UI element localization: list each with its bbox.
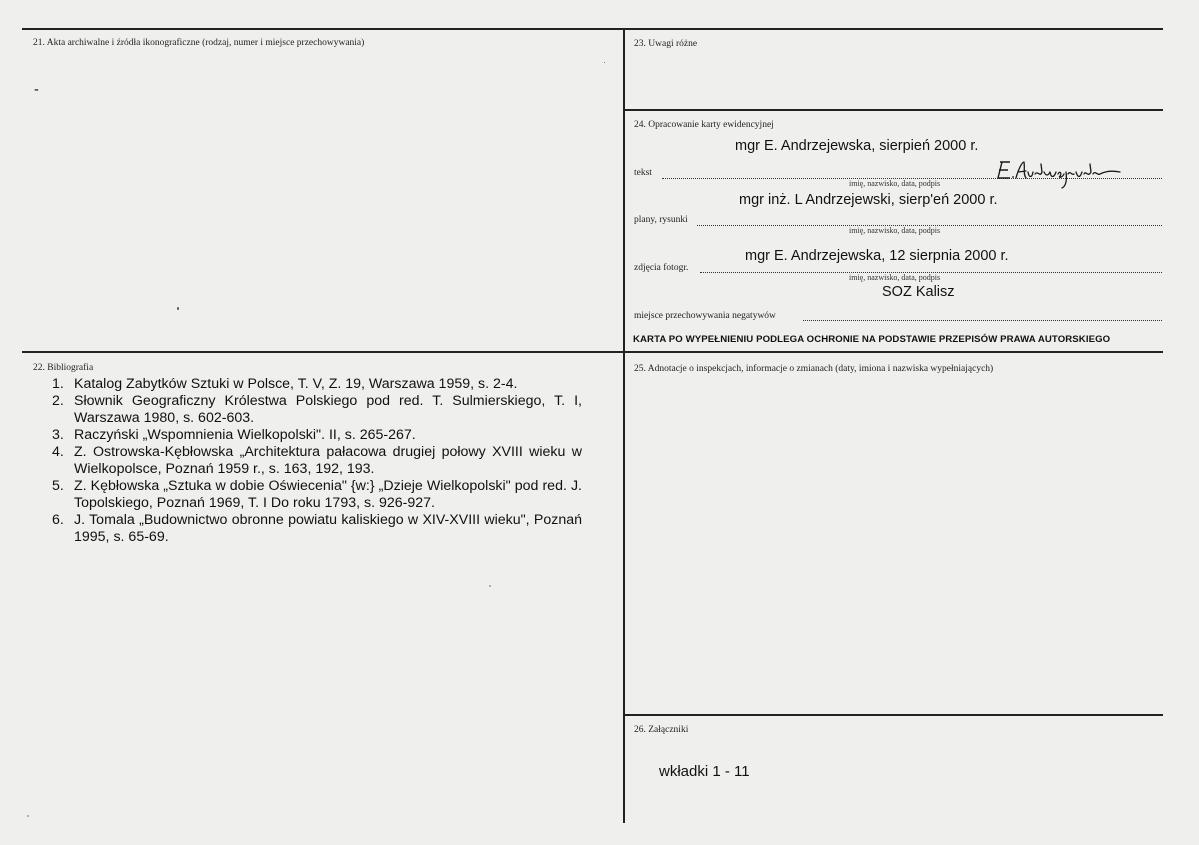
bibliography-item-number: 3. [52, 427, 64, 443]
section26-value: wkładki 1 - 11 [659, 763, 750, 780]
scan-speck [27, 815, 29, 817]
bibliography-item [52, 393, 582, 427]
bibliography-item-number: 1. [52, 376, 64, 392]
top-border [22, 28, 1163, 30]
bibliography-item-text: J. Tomala „Budownictwo obronne powiatu kaliskiego w XIV-XVIII wieku", Poznań 1995, s. 65-69. [74, 512, 582, 545]
handwritten-signature-icon [996, 152, 1126, 192]
bibliography-list [52, 376, 582, 546]
bibliography-item-number: 4. [52, 444, 64, 460]
scan-speck [177, 307, 179, 310]
section25-label: 25. Adnotacje o inspekcjach, informacje o zmianach (daty, imiona i nazwiska wypełniających) [634, 364, 994, 374]
negatywy-dotted-line [803, 320, 1162, 321]
section21-value: - [34, 82, 39, 98]
zdjecia-caption: imię, nazwisko, data, podpis [849, 273, 941, 282]
section24-label: 24. Opracowanie karty ewidencyjnej [634, 120, 774, 130]
bibliography-item-number: 5. [52, 478, 64, 494]
tekst-value: mgr E. Andrzejewska, sierpień 2000 r. [735, 138, 979, 154]
bibliography-item [52, 376, 582, 393]
bibliography-item-text: Raczyński „Wspomnienia Wielkopolski". II, s. 265-267. [74, 427, 416, 443]
tekst-label: tekst [634, 168, 652, 178]
section22-label: 22. Bibliografia [33, 363, 94, 373]
bibliography-item-number: 2. [52, 393, 64, 409]
section23-bottom-border [624, 109, 1163, 111]
zdjecia-value: mgr E. Andrzejewska, 12 sierpnia 2000 r. [745, 248, 1009, 264]
tekst-caption: imię, nazwisko, data, podpis [849, 179, 941, 188]
negatywy-label: miejsce przechowywania negatywów [634, 311, 776, 321]
bibliography-item-text: Z. Kębłowska „Sztuka w dobie Oświecenia" {w:} „Dzieje Wielkopolski" pod red. J. Topolskiego, Poznań 1969, T. I Do roku 1793, s. 926-927. [74, 478, 582, 511]
bibliography-item-text: Słownik Geograficzny Królestwa Polskiego pod red. T. Sulmierskiego, T. I, Warszawa 1980, s. 602-603. [74, 393, 582, 426]
plany-label: plany, rysunki [634, 215, 688, 225]
bibliography-item-text: Katalog Zabytków Sztuki w Polsce, T. V, Z. 19, Warszawa 1959, s. 2-4. [74, 376, 518, 392]
scan-speck [489, 585, 491, 587]
middle-divider [22, 351, 1163, 353]
negatywy-value: SOZ Kalisz [882, 284, 955, 300]
bibliography-item-text: Z. Ostrowska-Kębłowska „Architektura pałacowa drugiej połowy XVIII wieku w Wielkopolsce, Poznań 1959 r., s. 163, 192, 193. [74, 444, 582, 477]
bibliography-item [52, 427, 582, 444]
section21-label: 21. Akta archiwalne i źródła ikonograficzne (rodzaj, numer i miejsce przechowywania) [33, 38, 365, 48]
scan-speck [604, 62, 605, 63]
plany-caption: imię, nazwisko, data, podpis [849, 226, 941, 235]
bibliography-item [52, 444, 582, 478]
section26-label: 26. Załączniki [634, 725, 689, 735]
plany-value: mgr inż. L Andrzejewski, sierp'eń 2000 r. [739, 192, 998, 208]
section23-label: 23. Uwagi różne [634, 39, 698, 49]
bibliography-item [52, 478, 582, 512]
center-divider [623, 28, 625, 823]
section26-top-border [624, 714, 1163, 716]
bibliography-item-number: 6. [52, 512, 64, 528]
copyright-notice: KARTA PO WYPEŁNIENIU PODLEGA OCHRONIE NA PODSTAWIE PRZEPISÓW PRAWA AUTORSKIEGO [633, 334, 1111, 345]
bibliography-item [52, 512, 582, 546]
zdjecia-label: zdjęcia fotogr. [634, 263, 689, 273]
